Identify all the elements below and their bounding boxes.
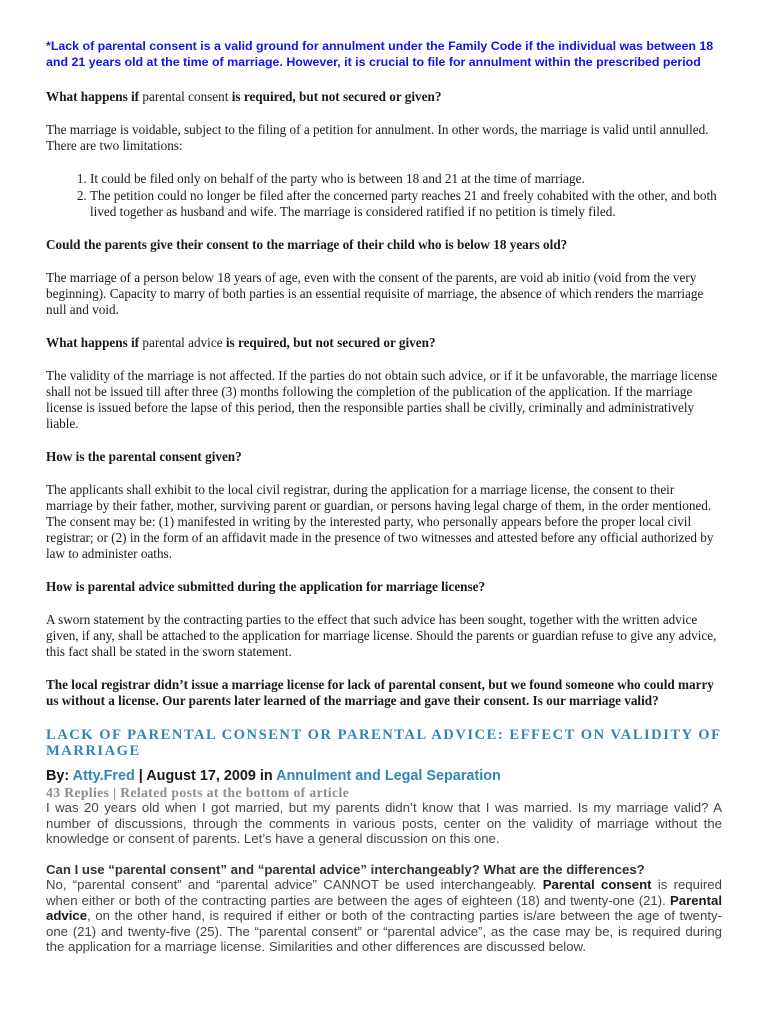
answer-advice-how: A sworn statement by the contracting parties to the effect that such advice has been sought, together with the written advice given, if any, shall be attached to the application for marriage license. Should the parents or guardian refuse to give any advice, this fact shall be stated in the sworn statement. xyxy=(46,612,717,659)
document-page xyxy=(46,38,722,955)
article-intro: I was 20 years old when I got married, but my parents didn’t know that I was married. Is my marriage valid? A number of discussions, through the comments in various posts, center on the validity of marriage without the knowledge or consent of parents. Let’s have a general discussion on this one. xyxy=(46,800,722,846)
author-link[interactable]: Atty.Fred xyxy=(72,768,135,784)
question-advice-how: How is parental advice submitted during the application for marriage license? xyxy=(46,579,486,594)
question-advice-not-given xyxy=(46,335,722,351)
category-link[interactable]: Annulment and Legal Separation xyxy=(276,768,501,784)
question-term: parental consent xyxy=(142,89,229,104)
answer-part: No, “parental consent” and “parental advice” CANNOT be used interchangeably. xyxy=(46,877,537,892)
question-consent-not-given xyxy=(46,89,722,105)
byline-label: By: xyxy=(46,768,70,784)
question-prefix: What happens if xyxy=(46,89,140,104)
question-suffix: is required, but not secured or given? xyxy=(225,335,436,350)
annulment-notice: *Lack of parental consent is a valid ground for annulment under the Family Code if the individual was between 18 and 21 years old at the time of marriage. However, it is crucial to file for annulment within the prescribed period xyxy=(46,39,714,69)
answer-consent-not-given: The marriage is voidable, subject to the filing of a petition for annulment. In other words, the marriage is valid until annulled. There are two limitations: xyxy=(46,122,709,153)
article-title: LACK OF PARENTAL CONSENT OR PARENTAL ADVICE: EFFECT ON VALIDITY OF MARRIAGE xyxy=(46,727,721,759)
article-byline xyxy=(46,768,722,785)
answer-part: , on the other hand, is required if either or both of the contracting parties is/are between the age of twenty-one (21) and twenty-five (25). The “parental consent” or “parental advice”, as the case may be, is required during the application for a marriage license. Similarities and other differences are discussed below. xyxy=(46,908,722,954)
question-below-18: Could the parents give their consent to the marriage of their child who is below 18 years old? xyxy=(46,237,568,252)
replies-count: 43 Replies | Related posts at the bottom of article xyxy=(46,785,350,800)
article-body xyxy=(46,800,722,955)
answer-term: Parental consent xyxy=(542,877,652,892)
byline-date: | August 17, 2009 in xyxy=(138,768,273,784)
question-consent-how: How is the parental consent given? xyxy=(46,449,242,464)
question-prefix: What happens if xyxy=(46,335,140,350)
answer-consent-how: The applicants shall exhibit to the local civil registrar, during the application for a marriage license, the consent to their marriage by their father, mother, surviving parent or guardian, or persons having legal charge of them, in the order mentioned. The consent may be: (1) manifested in writing by the interested party, who personally appears before the proper local civil registrar; or (2) in the form of an affidavit made in the presence of two witnesses and attested before any official authorized by law to administer oaths. xyxy=(46,482,714,561)
article-question: Can I use “parental consent” and “parental advice” interchangeably? What are the differences? xyxy=(46,861,645,877)
answer-below-18: The marriage of a person below 18 years of age, even with the consent of the parents, are void ab initio (void from the very beginning). Capacity to marry of both parties is an essential requisite of marriage, the absence of which renders the marriage null and void. xyxy=(46,270,704,317)
answer-part: is required when either or both of the contracting parties are between the ages of eighteen (18) and twenty-one (21). xyxy=(46,877,722,908)
question-marriage-valid: The local registrar didn’t issue a marriage license for lack of parental consent, but we found someone who could marry us without a license. Our parents later learned of the marriage and gave their consent. Is our marriage valid? xyxy=(46,677,714,708)
list-item: 1. It could be filed only on behalf of the party who is between 18 and 21 at the time of marriage. xyxy=(90,171,722,187)
article-answer xyxy=(46,877,722,955)
answer-term: Parental advice xyxy=(46,892,722,923)
answer-advice-not-given: The validity of the marriage is not affected. If the parties do not obtain such advice, or if it be unfavorable, the marriage license shall not be issued till after three (3) months following the completion of the publication of the application. If the marriage license is issued before the lapse of this period, then the responsible parties shall be civilly, criminally and administratively liable. xyxy=(46,368,718,431)
list-item: 2. The petition could no longer be filed after the concerned party reaches 21 and freely cohabited with the other, and both lived together as husband and wife. The marriage is considered ratified if no petition is timely filed. xyxy=(90,188,722,220)
limitations-list xyxy=(46,171,722,220)
faq-section xyxy=(46,89,722,709)
question-term: parental advice xyxy=(142,335,223,350)
question-suffix: is required, but not secured or given? xyxy=(231,89,442,104)
